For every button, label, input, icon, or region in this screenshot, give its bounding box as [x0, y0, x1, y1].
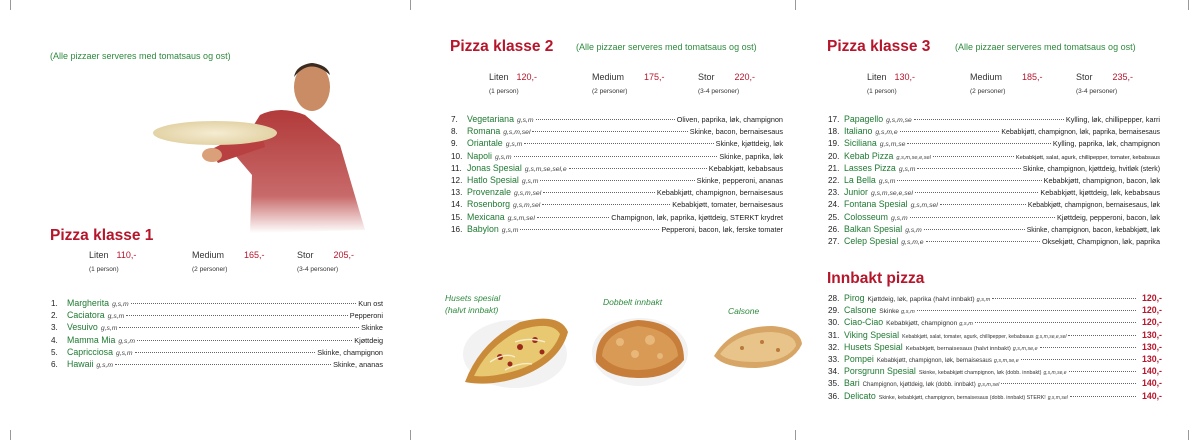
item-number: 32. — [828, 342, 840, 352]
toppings: Kebabkjøtt, champignon, løk, bernaisesaus — [876, 357, 992, 364]
item-number: 31. — [828, 330, 840, 340]
innbakt-heading: Innbakt pizza — [827, 270, 925, 287]
allergen-tags: g,s,m — [959, 321, 973, 328]
allergen-tags: g,s,m — [100, 325, 118, 333]
toppings: Kebabkjøtt, champignon — [886, 320, 958, 328]
allergen-tags: g,s,m,e — [875, 129, 898, 137]
pizza-name: Capricciosa — [67, 346, 113, 357]
leader-dots — [915, 192, 1038, 193]
pizza-name: Kebab Pizza — [844, 150, 894, 161]
toppings: Champignon, løk, paprika, kjøttdeig, STERKT krydret — [611, 212, 783, 222]
toppings: Kebabkjøtt, bernaisesaus (halvt innbakt) — [905, 345, 1011, 352]
leader-dots — [540, 180, 694, 181]
leader-dots — [907, 143, 1050, 144]
item-number: 25. — [828, 212, 840, 222]
leader-dots — [1070, 396, 1136, 397]
list-item — [828, 187, 1160, 199]
item-number: 8. — [451, 127, 458, 137]
allergen-tags: g,s,m — [118, 337, 136, 345]
item-number: 1. — [51, 299, 58, 308]
pizza-name: Provenzale — [467, 187, 512, 198]
allergen-tags: g,s,m,sel — [507, 214, 535, 222]
allergen-tags: g,s,m — [494, 153, 512, 161]
allergen-tags: g,s,m,se,e — [993, 357, 1019, 364]
toppings: Skinke, kjøttdeig, løk — [715, 139, 783, 149]
leader-dots — [514, 156, 718, 157]
pizza-name: Lasses Pizza — [844, 162, 896, 173]
item-number: 6. — [51, 359, 58, 369]
leader-dots — [569, 168, 707, 169]
leader-dots — [914, 119, 1064, 120]
leader-dots — [137, 340, 352, 341]
allergen-tags: g,s,m — [878, 177, 896, 185]
leader-dots — [933, 156, 1014, 157]
toppings: Kebabkjøtt, tomater, bernaisesaus — [672, 200, 783, 210]
list-item — [451, 212, 783, 224]
crop-mark — [10, 0, 11, 10]
allergen-tags: g,s,m,se — [879, 141, 906, 149]
chef-photo — [140, 55, 380, 235]
size-small: Liten 110,- (1 person) — [89, 250, 137, 273]
allergen-tags: g,s,m,sel — [977, 382, 1000, 389]
item-number: 4. — [51, 335, 58, 345]
toppings: Kjøttdeig — [354, 335, 383, 345]
list-item — [828, 391, 1162, 403]
leader-dots — [1069, 371, 1136, 372]
allergen-tags: g,s,m,e — [901, 238, 924, 246]
item-number: 11. — [451, 163, 462, 173]
list-item — [51, 335, 383, 347]
leader-dots — [131, 303, 357, 304]
item-number: 28. — [828, 294, 840, 303]
list-item — [828, 378, 1162, 390]
allergen-tags: g,s,m — [107, 313, 125, 321]
list-item — [828, 114, 1160, 126]
item-number: 36. — [828, 391, 840, 401]
leader-dots — [975, 322, 1136, 323]
allergen-tags: g,s,m — [115, 349, 133, 357]
list-item — [51, 310, 383, 322]
pizza-class-2-heading: Pizza klasse 2 — [450, 38, 554, 55]
item-number: 16. — [451, 224, 463, 234]
sauce-note: (Alle pizzaer serveres med tomatsaus og ost) — [955, 42, 1136, 52]
list-item — [828, 342, 1162, 354]
item-number: 20. — [828, 151, 840, 161]
item-number: 23. — [828, 188, 840, 198]
list-item — [51, 298, 383, 310]
toppings: Champignon, kjøttdeig, løk (dobb. innbakt) — [862, 382, 976, 389]
list-item — [828, 354, 1162, 366]
item-number: 13. — [451, 188, 463, 198]
item-number: 33. — [828, 354, 840, 364]
item-number: 5. — [51, 347, 58, 357]
pizza-name: Mexicana — [467, 211, 505, 222]
item-number: 3. — [51, 323, 58, 333]
item-number: 24. — [828, 200, 840, 210]
leader-dots — [924, 229, 1025, 230]
item-price: 130,- — [1141, 329, 1162, 340]
pizza-name: Napoli — [467, 150, 492, 161]
toppings: Skinke — [361, 323, 383, 333]
item-number: 19. — [828, 139, 840, 149]
leader-dots — [542, 204, 670, 205]
item-number: 29. — [828, 306, 840, 316]
allergen-tags: g,s,m — [976, 297, 991, 303]
toppings: Skinke, pepperoni, ananas — [696, 175, 783, 185]
toppings: Kebabkjøtt, champignon, bernaisesaus — [656, 188, 783, 198]
size-small: Liten 120,- (1 person) — [489, 72, 538, 95]
leader-dots — [532, 131, 687, 132]
list-item — [828, 212, 1160, 224]
pizza-name: Pirog — [844, 293, 865, 303]
list-item — [51, 347, 383, 359]
leader-dots — [135, 352, 316, 353]
allergen-tags: g,s,m,sel — [513, 202, 541, 210]
allergen-tags: g,s,m — [516, 117, 534, 124]
allergen-tags: g,s,m — [521, 177, 539, 185]
allergen-tags: g,s,m,sel — [1047, 394, 1068, 401]
toppings: Kjøttdeig, pepperoni, bacon, løk — [1056, 212, 1160, 222]
pizza-name: Jonas Spesial — [467, 162, 522, 173]
pizza-name: Italiano — [844, 126, 873, 137]
list-item — [828, 305, 1162, 317]
leader-dots — [910, 217, 1055, 218]
pizza-name: Caciatora — [67, 310, 105, 321]
pizza-list-3 — [828, 114, 1160, 248]
dobbelt-pizza-image — [590, 312, 690, 388]
list-item — [828, 293, 1162, 305]
allergen-tags: g,s,m — [96, 361, 114, 369]
allergen-tags: g,s,m,se,sel,e — [524, 165, 567, 173]
item-number: 7. — [451, 115, 458, 124]
item-number: 2. — [51, 311, 58, 321]
size-medium: Medium 175,- (2 personer) — [592, 72, 665, 95]
item-number: 22. — [828, 175, 840, 185]
list-item — [828, 224, 1160, 236]
leader-dots — [917, 310, 1136, 311]
list-item — [51, 359, 383, 371]
item-number: 10. — [451, 151, 463, 161]
list-item — [451, 163, 783, 175]
crop-mark — [795, 430, 796, 440]
list-item — [451, 224, 783, 236]
allergen-tags: g,s,m,se,e,sel — [870, 190, 913, 198]
allergen-tags: g,s,m,se — [886, 117, 912, 124]
list-item — [451, 187, 783, 199]
pizza-name: Vesuivo — [67, 322, 98, 333]
pizza-name: Romana — [467, 126, 501, 137]
leader-dots — [524, 143, 713, 144]
item-number: 26. — [828, 224, 840, 234]
item-price: 120,- — [1141, 293, 1162, 303]
pizza-name: Mamma Mia — [67, 334, 116, 345]
item-price: 130,- — [1141, 341, 1162, 352]
size-medium: Medium 165,- (2 personer) — [192, 250, 265, 273]
size-prices-2 — [489, 72, 789, 102]
toppings: Skinke, champignon, kjøttdeig, hvitløk (sterk) — [1022, 165, 1160, 173]
allergen-tags: g,s,m,sel — [514, 190, 542, 198]
item-price: 140,- — [1141, 390, 1162, 401]
pizza-name: Fontana Spesial — [844, 199, 908, 210]
pizza-name: Calsone — [844, 305, 877, 316]
crop-mark — [1188, 0, 1189, 10]
allergen-tags: g,s,m,se,e — [1012, 345, 1038, 352]
toppings: Skinke, ananas — [333, 359, 383, 369]
pizza-name: Hatlo Spesial — [467, 174, 519, 185]
size-prices-1 — [89, 250, 389, 280]
allergen-tags: g,s,m,se,e,sel — [1035, 333, 1067, 340]
list-item — [451, 151, 783, 163]
leader-dots — [926, 241, 1040, 242]
sauce-note: (Alle pizzaer serveres med tomatsaus og ost) — [50, 51, 231, 61]
item-number: 15. — [451, 212, 463, 222]
toppings: Kebabkjøtt, kjøttdeig, løk, kebabsaus — [1040, 188, 1160, 198]
size-large: Stor 235,- (3-4 personer) — [1076, 72, 1134, 95]
item-price: 120,- — [1141, 317, 1162, 328]
crop-mark — [795, 0, 796, 10]
pizza-name: Siciliana — [844, 138, 877, 149]
leader-dots — [1001, 383, 1136, 384]
calsone-caption: Calsone — [728, 306, 760, 316]
item-number: 18. — [828, 127, 840, 137]
toppings: Kebabkjøtt, salat, tomater, agurk, chillipepper, kebabsaus — [902, 333, 1034, 340]
leader-dots — [115, 364, 331, 365]
toppings: Oksekjøtt, Champignon, løk, paprika — [1041, 236, 1160, 246]
pizza-list-2 — [451, 114, 783, 236]
leader-dots — [1021, 359, 1136, 360]
toppings: Skinke, champignon, bacon, kebabkjøtt, løk — [1026, 226, 1160, 234]
item-number: 27. — [828, 236, 840, 246]
leader-dots — [940, 204, 1026, 205]
crop-mark — [410, 0, 411, 10]
pizza-name: Celep Spesial — [844, 235, 899, 246]
pizza-name: Hawaii — [67, 358, 94, 369]
size-medium: Medium 185,- (2 personer) — [970, 72, 1043, 95]
list-item — [451, 114, 783, 126]
pizza-name: La Bella — [844, 174, 876, 185]
pizza-name: Ciao-Ciao — [844, 317, 884, 328]
toppings: Kebabkjøtt, kebabsaus — [708, 163, 783, 173]
allergen-tags: g,s,m,sel — [910, 202, 938, 210]
toppings: Kjøttdeig, løk, paprika (halvt innbakt) — [867, 296, 975, 303]
size-large: Stor 205,- (3-4 personer) — [297, 250, 355, 273]
sauce-note: (Alle pizzaer serveres med tomatsaus og ost) — [576, 42, 757, 52]
husets-caption: Husets spesial (halvt innbakt) — [445, 293, 501, 315]
leader-dots — [537, 217, 609, 218]
leader-dots — [1040, 347, 1136, 348]
leader-dots — [119, 327, 359, 328]
toppings: Skinke, paprika, løk — [719, 151, 783, 161]
toppings: Pepperoni — [349, 311, 383, 321]
crop-mark — [1188, 430, 1189, 440]
item-price: 140,- — [1141, 366, 1162, 377]
pizza-class-3-heading: Pizza klasse 3 — [827, 38, 931, 55]
item-number: 30. — [828, 318, 840, 328]
toppings: Kebabkjøtt, champignon, bacon, løk — [1043, 175, 1160, 185]
crop-mark — [10, 430, 11, 440]
item-price: 120,- — [1141, 305, 1162, 316]
item-price: 140,- — [1141, 378, 1162, 389]
dobbelt-caption: Dobbelt innbakt — [603, 297, 663, 307]
pizza-name: Delicato — [844, 390, 876, 401]
item-number: 9. — [451, 139, 458, 149]
list-item — [451, 126, 783, 138]
list-item — [828, 151, 1160, 163]
allergen-tags: g,s,m,se,e — [1043, 370, 1067, 377]
list-item — [828, 138, 1160, 150]
item-number: 34. — [828, 367, 840, 377]
toppings: Kebabkjøtt, salat, agurk, chillipepper, tomater, kebabsaus — [1015, 154, 1160, 161]
toppings: Skinke, champignon — [317, 347, 383, 357]
pizza-name: Pompei — [844, 353, 874, 364]
leader-dots — [992, 298, 1136, 299]
allergen-tags: g,s,m — [901, 309, 915, 316]
leader-dots — [1068, 335, 1136, 336]
size-large: Stor 220,- (3-4 personer) — [698, 72, 756, 95]
list-item — [451, 175, 783, 187]
allergen-tags: g,s,m,se,e,sel — [896, 154, 931, 161]
list-item — [828, 236, 1160, 248]
item-number: 35. — [828, 379, 840, 389]
pizza-name: Rosenborg — [467, 199, 511, 210]
toppings: Pepperoni, bacon, løk, ferske tomater — [661, 224, 783, 234]
item-number: 12. — [451, 175, 463, 185]
list-item — [451, 199, 783, 211]
list-item — [828, 126, 1160, 138]
pizza-class-1-heading: Pizza klasse 1 — [50, 227, 154, 244]
toppings: Skinke, kebabkjøtt, champignon, bernaisesaus (dobb. innbakt) STERK! — [878, 394, 1046, 401]
pizza-name: Colosseum — [844, 211, 889, 222]
size-prices-3 — [867, 72, 1167, 102]
allergen-tags: g,s,m — [501, 226, 519, 234]
item-number: 21. — [828, 163, 840, 173]
innbakt-list — [828, 293, 1162, 403]
pizza-name: Vegetariana — [467, 114, 514, 124]
leader-dots — [536, 119, 675, 120]
leader-dots — [900, 131, 1000, 132]
toppings: Kylling, løk, chillipepper, karri — [1065, 115, 1160, 124]
pizza-name: Babylon — [467, 223, 499, 234]
size-small: Liten 130,- (1 person) — [867, 72, 916, 95]
allergen-tags: g,s,m — [112, 301, 129, 308]
toppings: Oliven, paprika, løk, champignon — [676, 115, 783, 124]
pizza-name: Margherita — [67, 298, 110, 308]
list-item — [51, 322, 383, 334]
pizza-name: Balkan Spesial — [844, 223, 903, 234]
calsone-image — [712, 322, 804, 372]
toppings: Kebabkjøtt, champignon, løk, paprika, bernaisesaus — [1001, 129, 1160, 137]
pizza-list-1 — [51, 298, 383, 371]
toppings: Skinke, bacon, bernaisesaus — [689, 127, 783, 137]
list-item — [828, 330, 1162, 342]
crop-mark — [410, 430, 411, 440]
allergen-tags: g,s,m — [891, 214, 908, 222]
list-item — [828, 163, 1160, 175]
pizza-name: Oriantale — [467, 138, 503, 149]
allergen-tags: g,s,m,sel — [503, 129, 531, 137]
allergen-tags: g,s,m — [905, 226, 922, 234]
husets-pizza-image — [460, 312, 570, 392]
leader-dots — [543, 192, 655, 193]
item-number: 17. — [828, 115, 840, 124]
toppings: Kylling, paprika, løk, champignon — [1052, 139, 1160, 149]
leader-dots — [917, 168, 1020, 169]
toppings: Skinke — [879, 308, 900, 316]
list-item — [451, 138, 783, 150]
pizza-name: Viking Spesial — [844, 329, 900, 340]
toppings: Kebabkjøtt, champignon, bernaisesaus, løk — [1027, 202, 1160, 210]
list-item — [828, 317, 1162, 329]
leader-dots — [897, 180, 1041, 181]
list-item — [828, 366, 1162, 378]
pizza-name: Husets Spesial — [844, 341, 903, 352]
pizza-name: Bari — [844, 378, 860, 389]
leader-dots — [126, 315, 347, 316]
allergen-tags: g,s,m — [505, 141, 523, 149]
toppings: Skinke, kebabkjøtt champignon, løk (dobb. innbakt) — [918, 370, 1042, 377]
leader-dots — [520, 229, 659, 230]
pizza-name: Porsgrunn Spesial — [844, 366, 916, 377]
pizza-name: Junior — [844, 187, 868, 198]
toppings: Kun ost — [358, 299, 383, 308]
list-item — [828, 199, 1160, 211]
pizza-name: Papagello — [844, 114, 884, 124]
allergen-tags: g,s,m — [898, 165, 916, 173]
item-price: 130,- — [1141, 353, 1162, 364]
list-item — [828, 175, 1160, 187]
item-number: 14. — [451, 200, 463, 210]
